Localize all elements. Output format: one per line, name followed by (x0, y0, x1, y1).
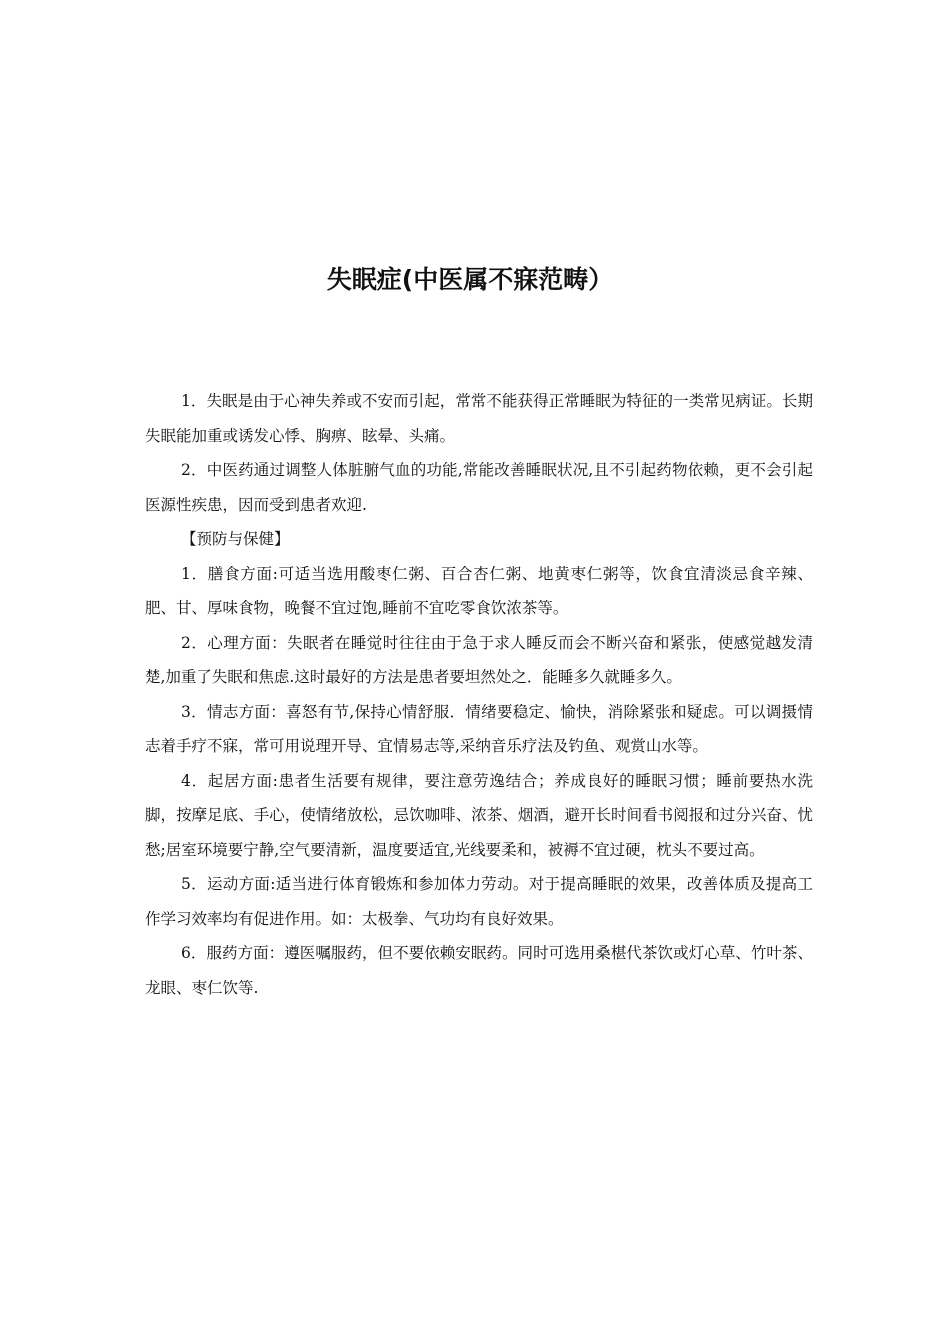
paragraph-exercise: 5．运动方面:适当进行体育锻炼和参加体力劳动。对于提高睡眠的效果，改善体质及提高工作学习效率均有促进作用。如：太极拳、气功均有良好效果。 (145, 875, 813, 928)
paragraph-emotion: 3．情志方面：喜怒有节,保持心情舒服．情绪要稳定、愉快，消除紧张和疑虑。可以调摄情志着手疗不寐，常可用说理开导、宜情易志等,采纳音乐疗法及钓鱼、观赏山水等。 (145, 702, 813, 755)
document-title: 失眠症(中医属不寐范畴） (326, 265, 614, 294)
paragraph-intro-2: 2．中医药通过调整人体脏腑气血的功能,常能改善睡眠状况,且不引起药物依赖，更不会引起医源性疾患，因而受到患者欢迎. (145, 461, 813, 514)
paragraph-psychology: 2．心理方面：失眠者在睡觉时往往由于急于求人睡反而会不断兴奋和紧张，使感觉越发清楚,加重了失眠和焦虑.这时最好的方法是患者要坦然处之．能睡多久就睡多久。 (145, 633, 813, 686)
paragraph-daily-life: 4．起居方面:患者生活要有规律，要注意劳逸结合；养成良好的睡眠习惯；睡前要热水洗脚，按摩足底、手心，使情绪放松，忌饮咖啡、浓茶、烟酒，避开长时间看书阅报和过分兴奋、忧愁;居室环境要宁静,空气要清新，温度要适宜,光线要柔和，被褥不宜过硬，枕头不要过高。 (145, 771, 813, 859)
paragraph-medication: 6．服药方面：遵医嘱服药，但不要依赖安眠药。同时可选用桑椹代茶饮或灯心草、竹叶茶、龙眼、枣仁饮等. (145, 944, 813, 997)
paragraph-diet: 1．膳食方面:可适当选用酸枣仁粥、百合杏仁粥、地黄枣仁粥等，饮食宜清淡忌食辛辣、肥、甘、厚味食物，晚餐不宜过饱,睡前不宜吃零食饮浓茶等。 (145, 564, 813, 617)
section-heading-prevention: 【预防与保健】 (181, 530, 290, 548)
document-body (145, 384, 813, 1005)
paragraph-intro-1: 1．失眠是由于心神失养或不安而引起，常常不能获得正常睡眠为特征的一类常见病证。长期失眠能加重或诱发心悸、胸痹、眩晕、头痛。 (145, 392, 813, 445)
